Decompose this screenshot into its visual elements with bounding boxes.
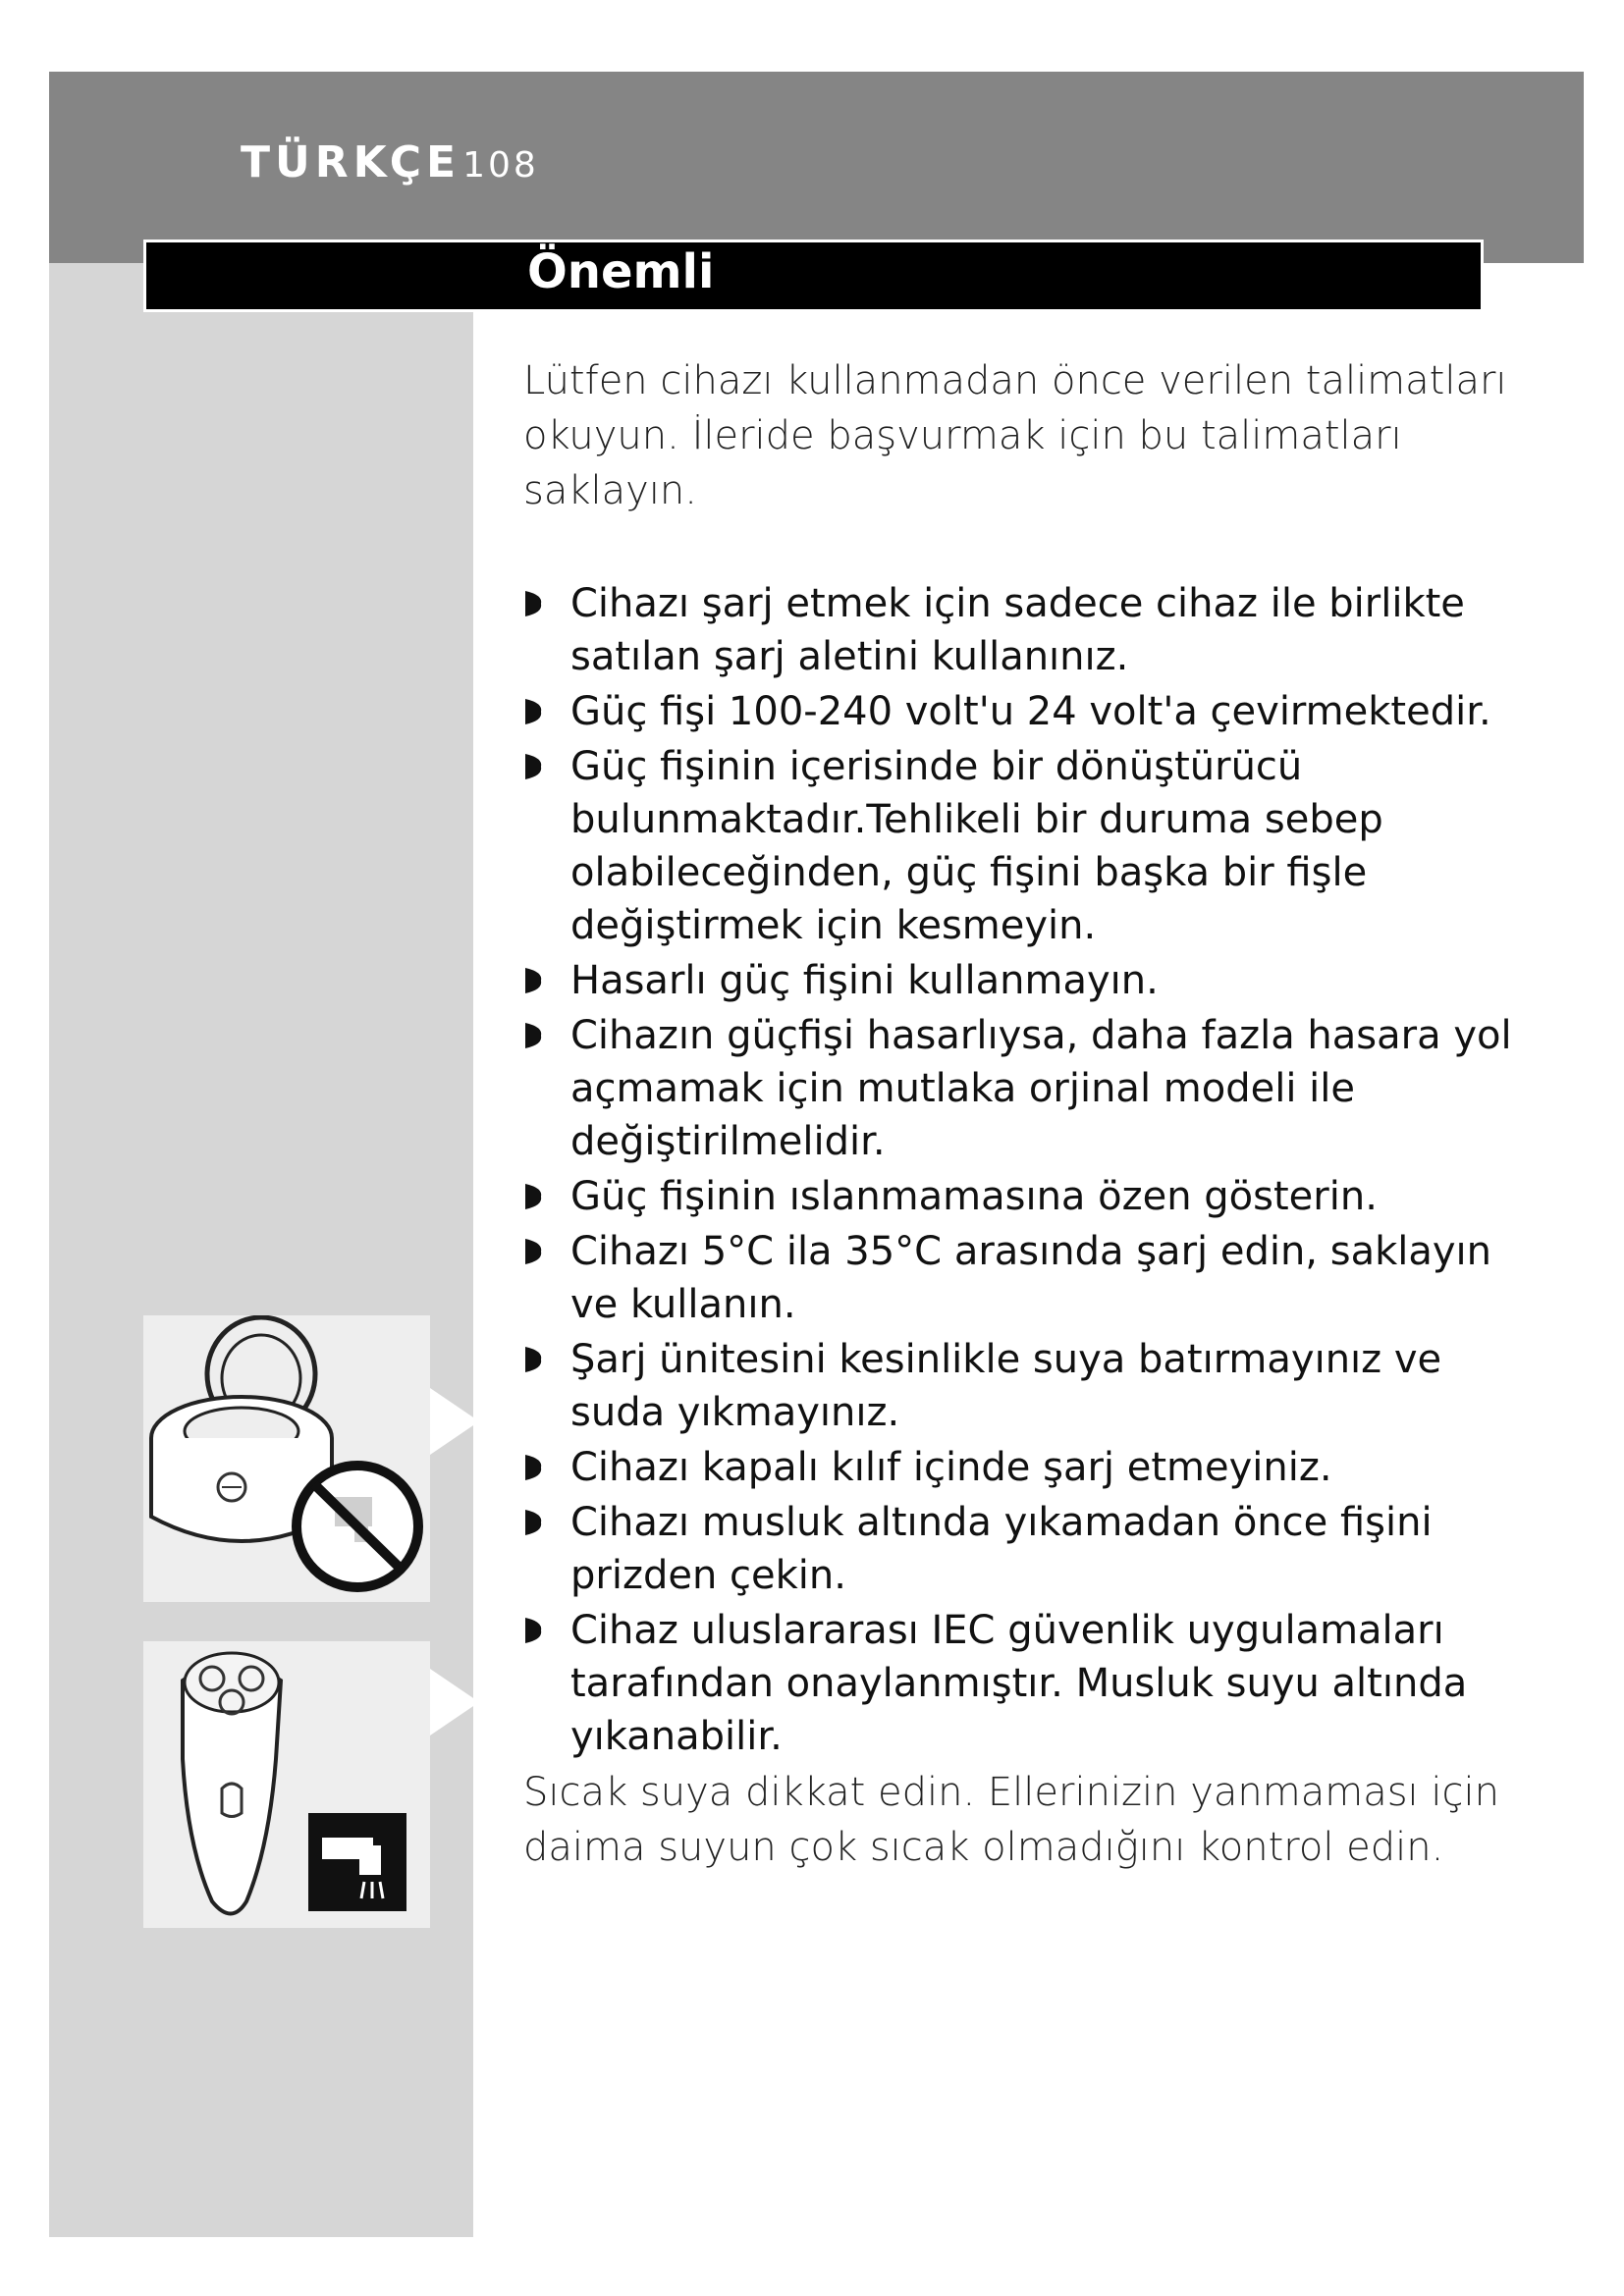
header-label — [241, 137, 539, 187]
list-item-text: Cihazın güçfişi hasarlıysa, daha fazla hasara yol açmamak için mutlaka orjinal modeli ile değiştirilmelidir. — [570, 1013, 1512, 1164]
list-item — [523, 577, 1515, 683]
bullet-icon — [523, 1009, 543, 1062]
bullet-icon — [523, 685, 543, 738]
bullet-icon — [523, 954, 543, 1007]
list-item — [523, 1225, 1515, 1331]
bullet-icon — [523, 577, 543, 630]
list-item-text: Cihazı 5°C ila 35°C arasında şarj edin, saklayın ve kullanın. — [570, 1229, 1492, 1327]
bullet-icon — [523, 1496, 543, 1549]
list-item-text: Cihazı musluk altında yıkamadan önce fişini prizden çekin. — [570, 1500, 1433, 1598]
bullet-icon — [523, 1441, 543, 1494]
safety-list — [523, 577, 1515, 1763]
list-item-text: Güç fişi 100-240 volt'u 24 volt'a çevirmektedir. — [570, 689, 1491, 734]
list-item — [523, 1496, 1515, 1602]
list-item-text: Cihazı şarj etmek için sadece cihaz ile birlikte satılan şarj aletini kullanınız. — [570, 581, 1465, 679]
section-title: Önemli — [527, 244, 715, 299]
bullet-icon — [523, 1225, 543, 1278]
list-item-text: Güç fişinin ıslanmamasına özen gösterin. — [570, 1174, 1378, 1219]
language-label: TÜRKÇE — [241, 137, 461, 187]
bullet-icon — [523, 1170, 543, 1223]
sidebar — [49, 263, 473, 2237]
bullet-icon — [523, 1333, 543, 1386]
list-item — [523, 1170, 1515, 1223]
shaver-tap-illustration — [143, 1641, 430, 1928]
footnote: Sıcak suya dikkat edin. Ellerinizin yanmaması için daima suyun çok sıcak olmadığını kontrol edin. — [523, 1770, 1499, 1870]
bullet-icon — [523, 1604, 543, 1657]
page-number: 108 — [462, 145, 539, 186]
section-title-bar — [143, 240, 1484, 312]
list-item — [523, 740, 1515, 952]
list-item-text: Cihazı kapalı kılıf içinde şarj etmeyiniz. — [570, 1445, 1332, 1490]
intro-text: Lütfen cihazı kullanmadan önce verilen talimatları okuyun. İleride başvurmak için bu talimatları saklayın. — [523, 358, 1507, 513]
list-item — [523, 1333, 1515, 1439]
list-item — [523, 685, 1515, 738]
list-item — [523, 954, 1515, 1007]
illustration-pointer — [430, 1388, 479, 1455]
list-item — [523, 1604, 1515, 1763]
illustration-pointer — [430, 1669, 479, 1735]
list-item-text: Hasarlı güç fişini kullanmayın. — [570, 958, 1159, 1003]
list-item-text: Cihaz uluslararası IEC güvenlik uygulamaları tarafından onaylanmıştır. Musluk suyu altında yıkanabilir. — [570, 1608, 1468, 1759]
list-item-text: Şarj ünitesini kesinlikle suya batırmayınız ve suda yıkmayınız. — [570, 1337, 1442, 1435]
list-item — [523, 1441, 1515, 1494]
content — [523, 353, 1515, 1875]
list-item — [523, 1009, 1515, 1168]
list-item-text: Güç fişinin içerisinde bir dönüştürücü bulunmaktadır.Tehlikeli bir duruma sebep olabileceğinden, güç fişini başka bir fişle değiştirmek için kesmeyin. — [570, 744, 1383, 948]
charger-no-water-illustration — [143, 1315, 430, 1602]
bullet-icon — [523, 740, 543, 793]
